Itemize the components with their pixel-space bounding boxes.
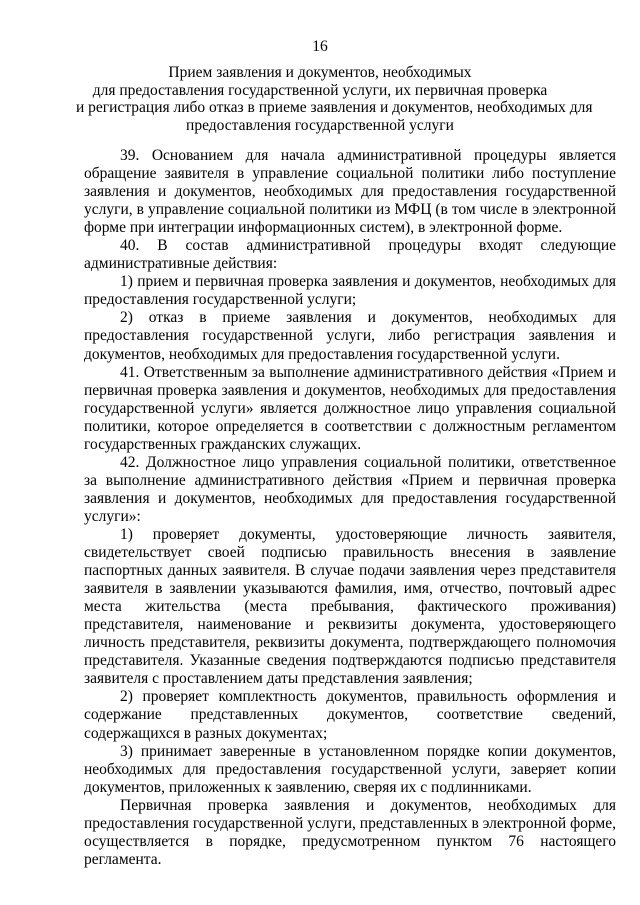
paragraph-42-item-2: 2) проверяет комплектность документов, правильность оформления и содержание представленных документов, соответствие сведений, содержащихся в разных документах; xyxy=(84,688,616,742)
paragraph-42-item-1: 1) проверяет документы, удостоверяющие личность заявителя, свидетельствует своей подписью правильность внесения в заявление паспортных данных заявителя. В случае подачи заявления через представителя заявителя в заявлении указываются фамилия, имя, отчество, почтовый адрес места жительства (места пребывания, фактического проживания) представителя, наименование и реквизиты документа, удостоверяющего личность представителя, реквизиты документа, подтверждающего полномочия представителя. Указанные сведения подтверждаются подписью представителя заявителя с проставлением даты представления заявления; xyxy=(84,525,616,688)
paragraph-electronic-check: Первичная проверка заявления и документов, необходимых для предоставления государственной услуги, представленных в электронной форме, осуществляется в порядке, предусмотренном пунктом 76 настоящего регламента. xyxy=(84,796,616,868)
section-heading xyxy=(76,64,593,134)
heading-line: предоставления государственной услуги xyxy=(186,116,454,134)
paragraph-41: 41. Ответственным за выполнение административного действия «Прием и первичная проверка заявления и документов, необходимых для предоставления государственной услуги» является должностное лицо управления социальной политики, которое определяется в соответствии с должностным регламентом государственных гражданских служащих. xyxy=(84,363,616,453)
paragraph-42-item-3: 3) принимает заверенные в установленном порядке копии документов, необходимых для предоставления государственной услуги, заверяет копии документов, приложенных к заявлению, сверяя их с подлинниками. xyxy=(84,742,616,796)
paragraph-40-item-2: 2) отказ в приеме заявления и документов, необходимых для предоставления государственной услуги, либо регистрация заявления и документов, необходимых для предоставления государственной услуги. xyxy=(84,309,616,363)
paragraph-39: 39. Основанием для начала административной процедуры является обращение заявителя в управление социальной политики либо поступление заявления и документов, необходимых для предоставления государственной услуги, в управление социальной политики из МФЦ (в том числе в электронной форме при интеграции информационных систем), в электронной форме. xyxy=(84,147,616,237)
heading-line: для предоставления государственной услуги, их первичная проверка xyxy=(92,81,548,99)
heading-line: Прием заявления и документов, необходимых xyxy=(168,64,472,81)
paragraph-40-item-1: 1) прием и первичная проверка заявления и документов, необходимых для предоставления государственной услуги; xyxy=(84,273,616,309)
body-text xyxy=(84,147,616,869)
heading-line: и регистрация либо отказ в приеме заявления и документов, необходимых для xyxy=(76,99,593,117)
paragraph-42: 42. Должностное лицо управления социальной политики, ответственное за выполнение административного действия «Прием и первичная проверка заявления и документов, необходимых для предоставления государственной услуги»: xyxy=(84,453,616,525)
page-number: 16 xyxy=(312,38,328,55)
paragraph-40: 40. В состав административной процедуры входят следующие административные действия: xyxy=(84,237,616,273)
